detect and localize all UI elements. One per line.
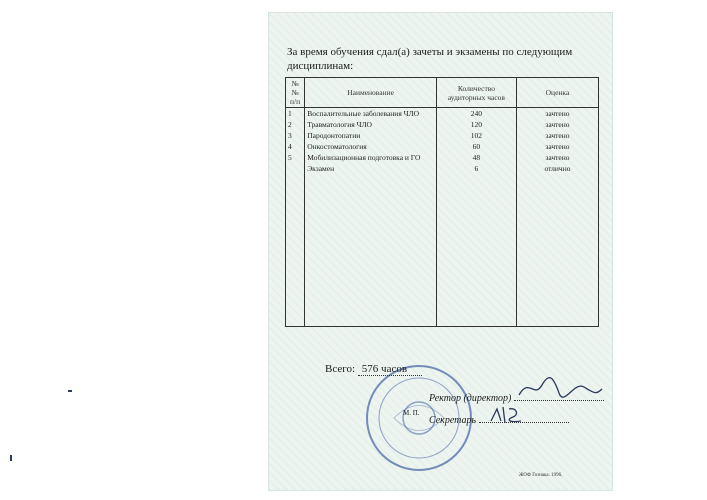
scan-speck (68, 390, 72, 392)
table-row (286, 152, 599, 163)
row-hours: 120 (436, 119, 516, 130)
row-grade: зачтено (516, 119, 598, 130)
diploma-supplement-page (268, 12, 613, 491)
header-grade: Оценка (516, 78, 598, 108)
table-row (286, 130, 599, 141)
row-hours: 102 (436, 130, 516, 141)
total-value: 576 часов (358, 363, 422, 376)
row-name: Травматология ЧЛО (305, 119, 437, 130)
row-grade: зачтено (516, 141, 598, 152)
table-header-row (286, 78, 599, 108)
row-name: Онкостоматология (305, 141, 437, 152)
scan-speck (10, 455, 12, 461)
row-number: 5 (286, 152, 305, 163)
mp-label: М. П. (403, 409, 420, 417)
rector-signature (514, 375, 604, 403)
row-number: 3 (286, 130, 305, 141)
row-number: 4 (286, 141, 305, 152)
row-grade: зачтено (516, 152, 598, 163)
secretary-signature (487, 403, 527, 427)
row-hours: 48 (436, 152, 516, 163)
table-row (286, 141, 599, 152)
row-grade: зачтено (516, 130, 598, 141)
row-grade: зачтено (516, 108, 598, 120)
table-row (286, 108, 599, 120)
row-number: 1 (286, 108, 305, 120)
row-hours: 6 (436, 163, 516, 174)
row-name: Мобилизационная подготовка и ГО (305, 152, 437, 163)
row-number (286, 163, 305, 174)
total-label: Всего: (325, 363, 356, 375)
row-name: Воспалительные заболевания ЧЛО (305, 108, 437, 120)
printer-note: ЖОФ Гознака. 1996. (519, 473, 563, 478)
secretary-label: Секретарь (429, 415, 477, 426)
disciplines-table (285, 77, 599, 327)
row-grade: отлично (516, 163, 598, 174)
total-hours (325, 363, 422, 376)
row-number: 2 (286, 119, 305, 130)
header-name: Наименование (305, 78, 437, 108)
table-empty-space (286, 174, 599, 327)
rector-label: Ректор (директор) (429, 393, 512, 404)
header-hours: Количество аудиторных часов (436, 78, 516, 108)
row-hours: 60 (436, 141, 516, 152)
row-hours: 240 (436, 108, 516, 120)
row-name: Пародонтопатии (305, 130, 437, 141)
header-number: №№ п/п (286, 78, 305, 108)
table-row (286, 163, 599, 174)
intro-text: За время обучения сдал(а) зачеты и экзамены по следующим дисциплинам: (287, 46, 573, 72)
table-row (286, 119, 599, 130)
row-name: Экзамен (305, 163, 437, 174)
